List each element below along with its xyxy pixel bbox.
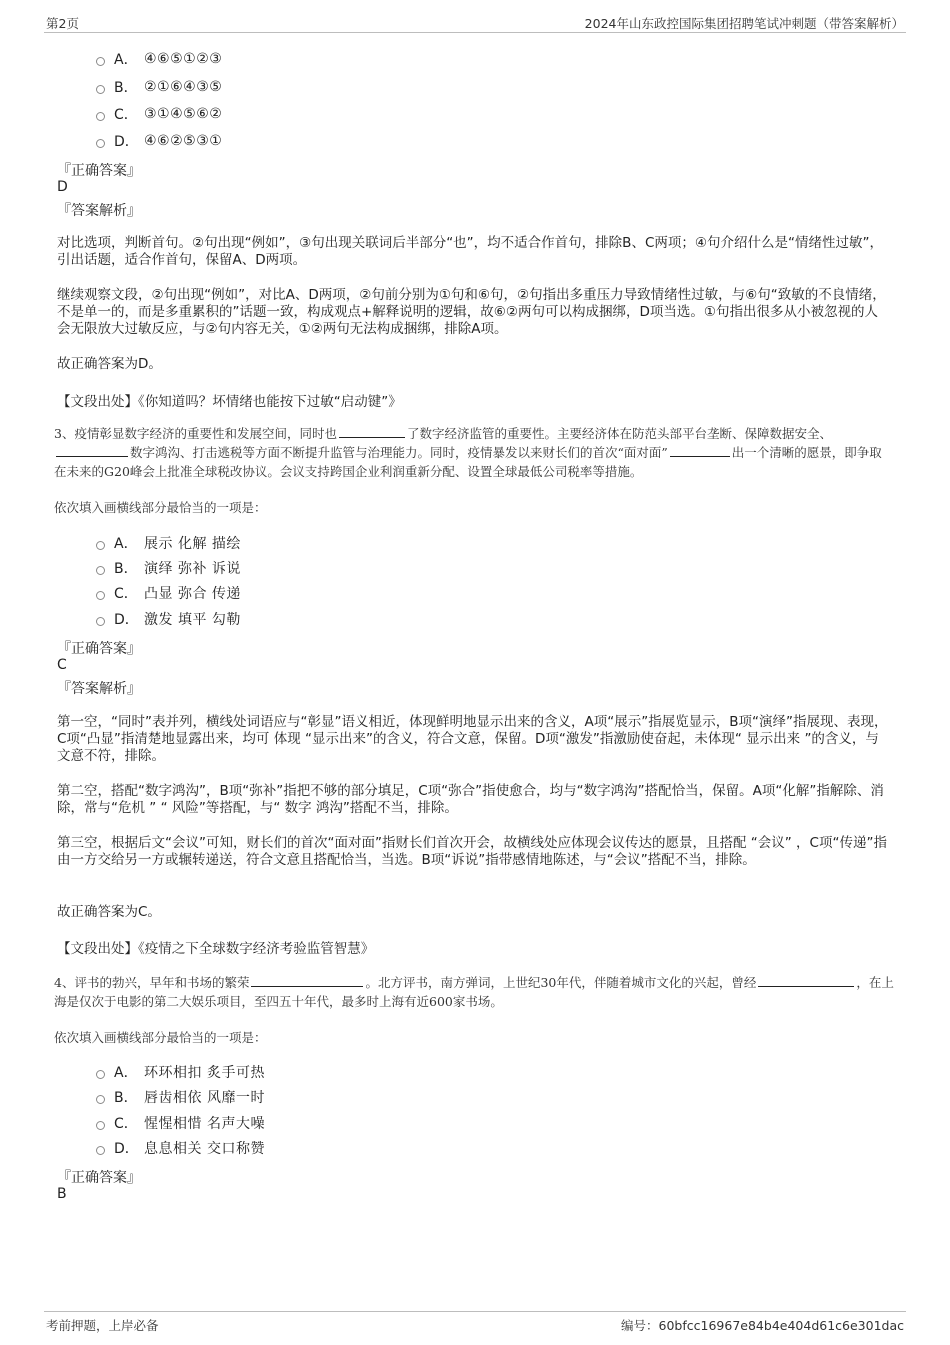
- radio-icon[interactable]: [96, 57, 105, 66]
- q2-option-c[interactable]: C． ③①④⑤⑥②: [96, 103, 222, 125]
- blank-line: [339, 425, 405, 438]
- page-number: 第2页: [46, 16, 79, 31]
- q2-analysis-2: 继续观察文段，②句出现“例如”，对比A、D两项，②句前分别为①句和⑥句，②句指出多重压力导致情绪性过敏，与⑥句“致敏的不良情绪，不是单一的，而是多重累积的”话题一致，构成观点+解释说明的逻辑，故⑥②两句可以构成捆绑，D项当选。①句指出很多从小被忽视的人会无限放大过敏反应，与②句内容无关，①②两句无法构成捆绑，排除A项。: [57, 287, 886, 337]
- q2-answer: D: [57, 179, 68, 195]
- q2-option-d[interactable]: D． ④⑥②⑤③①: [96, 130, 222, 152]
- q4-stem: 4、评书的勃兴，早年和书场的繁荣 。北方评书，南方弹词，上世纪30年代，伴随着城市文化的兴起，曾经 ，在上海是仅次于电影的第二大娱乐项目，至四五十年代，最多时上海有近600家书场。: [54, 975, 894, 1009]
- radio-icon[interactable]: [96, 1146, 105, 1155]
- q3-analysis-1: 第一空，“同时”表并列，横线处词语应与“彰显”语义相近，体现鲜明地显示出来的含义，A项“展示”指展览显示，B项“演绎”指展现、表现，C项“凸显”指清楚地显露出来，均可 体现 “显示出来”的含义，符合文意，保留。D项“激发”指激励使奋起，未体现“ 显示出来 ”的含义，与文意不符，排除。: [57, 714, 888, 764]
- q4-prompt: 依次填入画横线部分最恰当的一项是：: [54, 1030, 267, 1045]
- document-code: 编号：60bfcc16967e84b4e404d61c6e301dac: [621, 1318, 904, 1333]
- q3-option-d[interactable]: D． 激发 填平 勾勒: [96, 608, 241, 630]
- correct-answer-label: 『正确答案』: [57, 1170, 141, 1186]
- q3-answer: C: [57, 657, 67, 673]
- radio-icon[interactable]: [96, 617, 105, 626]
- q3-option-b[interactable]: B． 演绎 弥补 诉说: [96, 557, 241, 579]
- radio-icon[interactable]: [96, 566, 105, 575]
- q4-option-c[interactable]: C． 惺惺相惜 名声大噪: [96, 1112, 265, 1134]
- q3-option-a[interactable]: A． 展示 化解 描绘: [96, 532, 241, 554]
- page-footer: [44, 1311, 906, 1338]
- radio-icon[interactable]: [96, 139, 105, 148]
- radio-icon[interactable]: [96, 541, 105, 550]
- q2-source: 【文段出处】《你知道吗？坏情绪也能按下过敏“启动键”》: [57, 394, 402, 410]
- q4-answer: B: [57, 1186, 67, 1202]
- q3-analysis-2: 第二空，搭配“数字鸿沟”，B项“弥补”指把不够的部分填足，C项“弥合”指使愈合，均与“数字鸿沟”搭配恰当，保留。A项“化解”指解除、消除，常与“危机 ” “ 风险”等搭配，与“ 数字 鸿沟”搭配不当，排除。: [57, 783, 884, 816]
- q4-option-d[interactable]: D． 息息相关 交口称赞: [96, 1137, 265, 1159]
- q2-option-b[interactable]: B． ②①⑥④③⑤: [96, 76, 222, 98]
- q2-analysis-3: 故正确答案为D。: [57, 356, 162, 372]
- blank-line: [758, 974, 854, 987]
- correct-answer-label: 『正确答案』: [57, 641, 141, 657]
- blank-line: [670, 444, 730, 457]
- q3-analysis-4: 故正确答案为C。: [57, 904, 161, 920]
- document-title: 2024年山东政控国际集团招聘笔试冲刺题（带答案解析）: [584, 16, 904, 31]
- page-header: [44, 10, 906, 33]
- q2-analysis-1: 对比选项，判断首句。②句出现“例如”，③句出现关联词后半部分“也”，均不适合作首句，排除B、C两项；④句介绍什么是“情绪性过敏”，引出话题，适合作首句，保留A、D两项。: [57, 235, 883, 268]
- q3-stem: 3、疫情彰显数字经济的重要性和发展空间，同时也 了数字经济监管的重要性。主要经济体在防范头部平台垄断、保障数据安全、 数字鸿沟、打击逃税等方面不断提升监管与治理能力。同时，疫情暴发以来财长们的首次“面对面” 出一个清晰的愿景，即争取在未来的G20峰会上批准全球税改协议。会议支持跨国企业利润重新分配、设置全球最低公司税率等措施。: [54, 426, 882, 479]
- q3-option-c[interactable]: C． 凸显 弥合 传递: [96, 582, 241, 604]
- radio-icon[interactable]: [96, 85, 105, 94]
- q3-analysis-3: 第三空，根据后文“会议”可知，财长们的首次“面对面”指财长们首次开会，故横线处应体现会议传达的愿景，且搭配 “会议” ，C项“传递”指由一方交给另一方或辗转递送，符合文意且搭配恰当，当选。B项“诉说”指带感情地陈述，与“会议”搭配不当，排除。: [57, 835, 887, 868]
- analysis-label: 『答案解析』: [57, 681, 141, 697]
- radio-icon[interactable]: [96, 591, 105, 600]
- q4-option-b[interactable]: B． 唇齿相依 风靡一时: [96, 1086, 265, 1108]
- q3-prompt: 依次填入画横线部分最恰当的一项是：: [54, 500, 267, 515]
- blank-line: [251, 974, 363, 987]
- footer-slogan: 考前押题，上岸必备: [46, 1318, 159, 1333]
- analysis-label: 『答案解析』: [57, 203, 141, 219]
- q4-option-a[interactable]: A． 环环相扣 炙手可热: [96, 1061, 265, 1083]
- radio-icon[interactable]: [96, 1070, 105, 1079]
- radio-icon[interactable]: [96, 112, 105, 121]
- correct-answer-label: 『正确答案』: [57, 163, 141, 179]
- q3-source: 【文段出处】《疫情之下全球数字经济考验监管智慧》: [57, 941, 375, 957]
- blank-line: [56, 444, 128, 457]
- q2-option-a[interactable]: A． ④⑥⑤①②③: [96, 48, 222, 70]
- radio-icon[interactable]: [96, 1121, 105, 1130]
- radio-icon[interactable]: [96, 1095, 105, 1104]
